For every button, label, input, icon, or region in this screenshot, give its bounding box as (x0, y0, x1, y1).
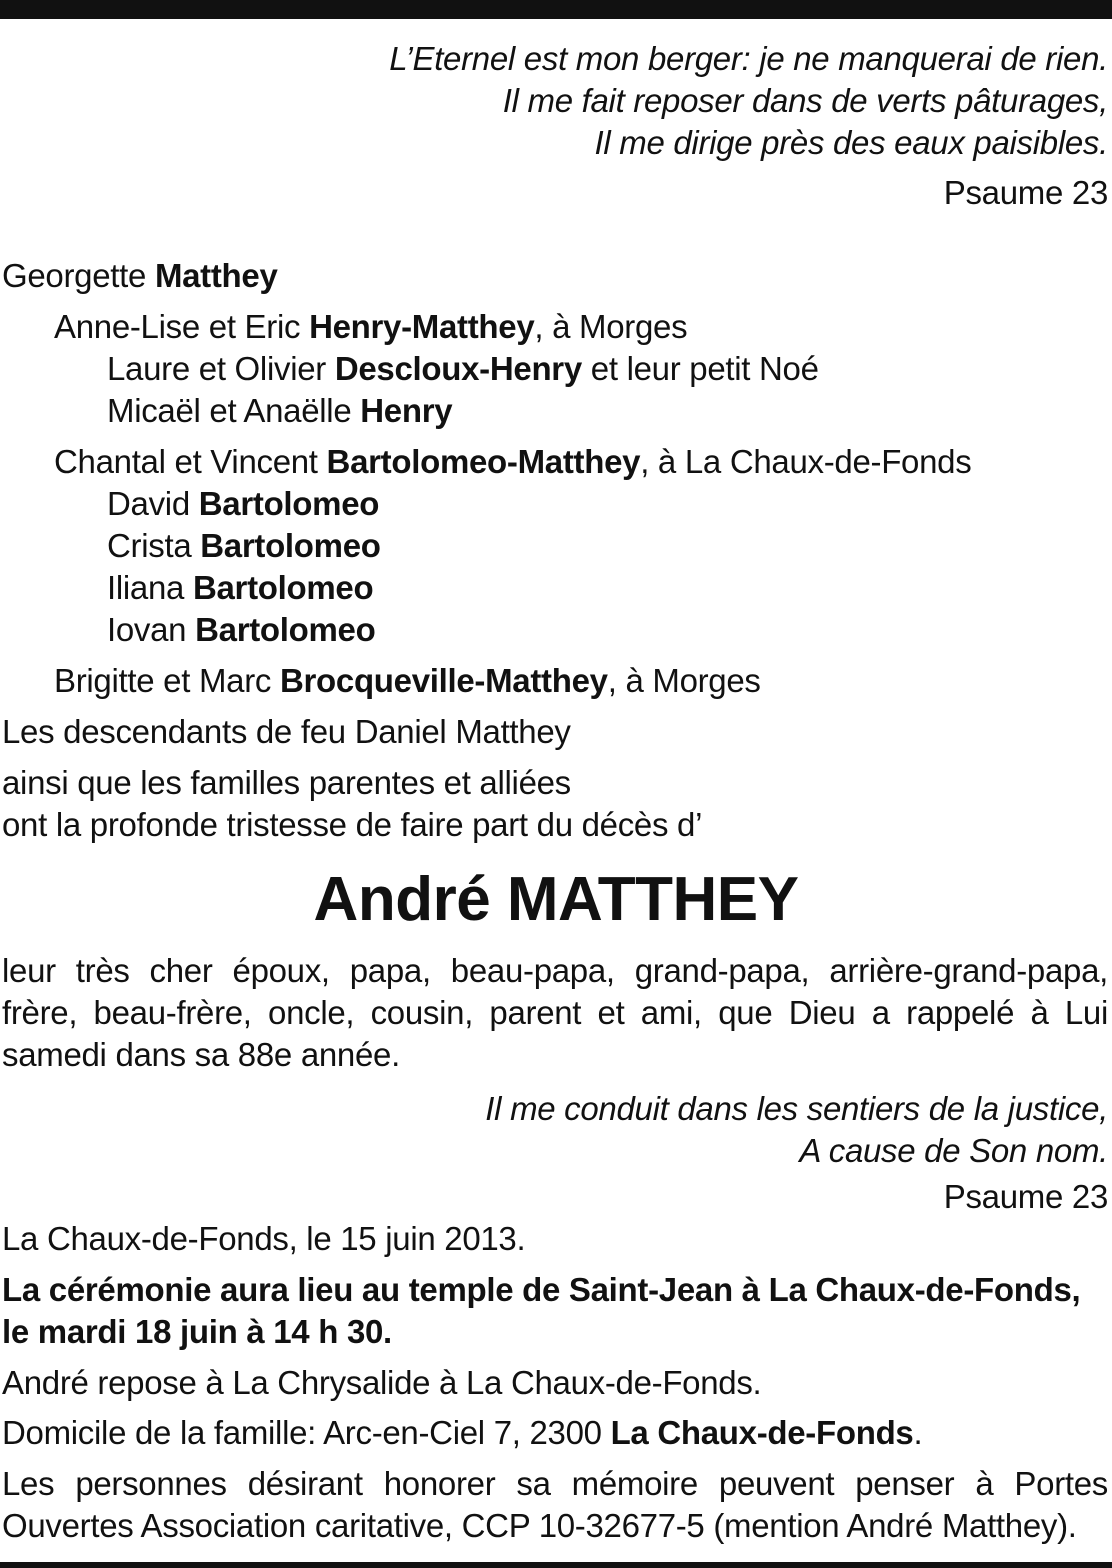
first-name: Iovan (107, 611, 196, 648)
last-name: Bartolomeo (195, 611, 376, 648)
suffix: , à Morges (534, 308, 688, 345)
first-name: Brigitte et Marc (54, 662, 280, 699)
psalm-bottom-source: Psaume 23 (943, 1178, 1108, 1215)
last-name: Brocqueville-Matthey (279, 662, 608, 699)
suffix: , à La Chaux-de-Fonds (640, 443, 972, 480)
last-name: Bartolomeo (192, 569, 374, 606)
ceremony-line-2: le mardi 18 juin à 14 h 30. (2, 1313, 392, 1350)
description-line-1: leur très cher époux, papa, beau-papa, grand-papa, arrière-grand-papa, (2, 952, 1108, 989)
psalm-top-line-2: Il me fait reposer dans de verts pâturages, (502, 82, 1108, 119)
family-david (107, 483, 379, 525)
family-iliana (107, 567, 373, 609)
first-name: Georgette (2, 257, 155, 294)
family-chantal (54, 441, 971, 483)
ceremony-line-1: La cérémonie aura lieu au temple de Saint-Jean à La Chaux-de-Fonds, (2, 1271, 1081, 1308)
domicile-city: La Chaux-de-Fonds (610, 1414, 914, 1451)
family-brigitte (54, 660, 761, 702)
description-line-2: frère, beau-frère, oncle, cousin, parent et ami, que Dieu a rappelé à Lui (2, 994, 1108, 1031)
families-line-1: ainsi que les familles parentes et alliées (2, 764, 571, 801)
top-rule (0, 0, 1112, 19)
first-name: Micaël et Anaëlle (107, 392, 361, 429)
deceased-name: André MATTHEY (313, 865, 799, 934)
last-name: Bartolomeo (200, 527, 381, 564)
family-anne-lise (54, 306, 687, 348)
psalm-bottom-line-1: Il me conduit dans les sentiers de la justice, (485, 1090, 1108, 1127)
psalm-top-source: Psaume 23 (943, 174, 1108, 211)
domicile-line (2, 1412, 922, 1454)
first-name: Laure et Olivier (107, 350, 335, 387)
last-name: Bartolomeo-Matthey (326, 443, 641, 480)
memory-line-2: Ouvertes Association caritative, CCP 10-32677-5 (mention André Matthey). (2, 1507, 1077, 1544)
first-name: Anne-Lise et Eric (54, 308, 310, 345)
psalm-top-line-3: Il me dirige près des eaux paisibles. (594, 124, 1108, 161)
first-name: Iliana (107, 569, 193, 606)
family-iovan (107, 609, 375, 651)
psalm-top-line-1: L’Eternel est mon berger: je ne manquerai de rien. (389, 40, 1108, 77)
family-laure (107, 348, 819, 390)
suffix: , à Morges (607, 662, 761, 699)
bottom-rule (0, 1562, 1112, 1568)
description-line-3: samedi dans sa 88e année. (2, 1036, 400, 1073)
place-date: La Chaux-de-Fonds, le 15 juin 2013. (2, 1220, 526, 1257)
last-name: Henry-Matthey (309, 308, 535, 345)
psalm-bottom-line-2: A cause de Son nom. (799, 1132, 1108, 1169)
last-name: Henry (360, 392, 453, 429)
families-line-2: ont la profonde tristesse de faire part du décès d’ (2, 806, 703, 843)
memory-line-1: Les personnes désirant honorer sa mémoire peuvent penser à Portes (2, 1465, 1108, 1502)
last-name: Descloux-Henry (334, 350, 582, 387)
domicile-end: . (913, 1414, 923, 1451)
last-name: Bartolomeo (198, 485, 380, 522)
domicile-address: Domicile de la famille: Arc-en-Ciel 7, 2300 (2, 1414, 611, 1451)
first-name: Crista (107, 527, 201, 564)
repose-line: André repose à La Chrysalide à La Chaux-de-Fonds. (2, 1364, 762, 1401)
family-micael (107, 390, 452, 432)
descendants-line: Les descendants de feu Daniel Matthey (2, 713, 571, 750)
last-name: Matthey (154, 257, 278, 294)
family-georgette (2, 255, 278, 297)
family-crista (107, 525, 381, 567)
first-name: David (107, 485, 199, 522)
first-name: Chantal et Vincent (54, 443, 327, 480)
suffix: et leur petit Noé (581, 350, 819, 387)
